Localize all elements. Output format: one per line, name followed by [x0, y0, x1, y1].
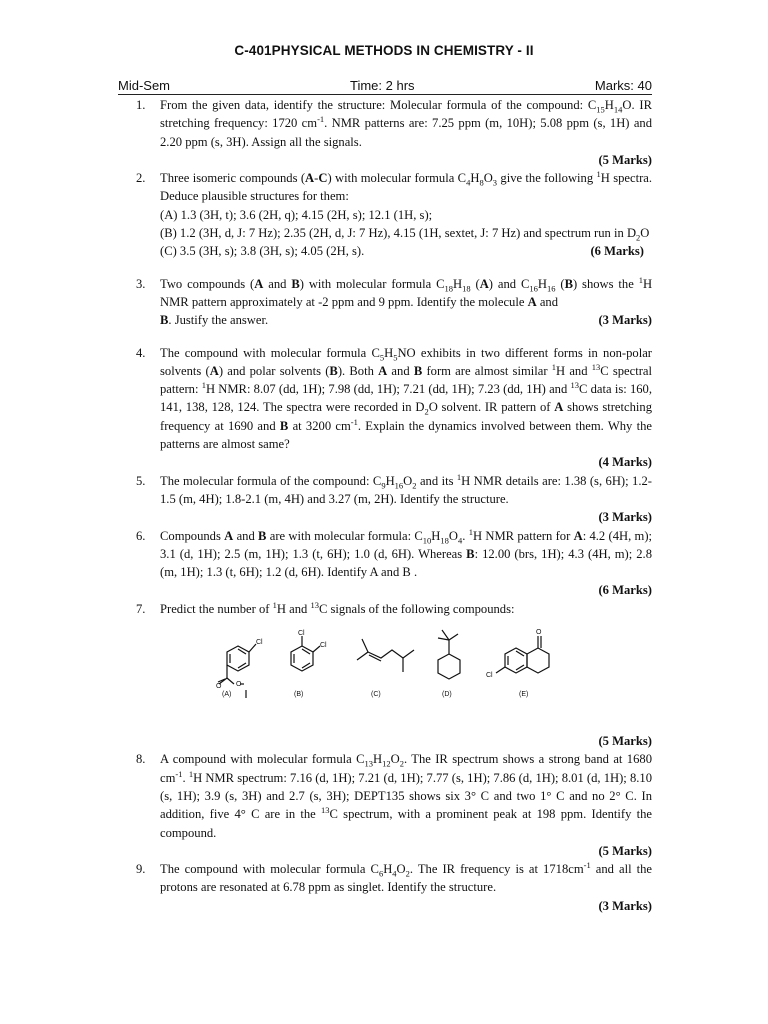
question-number: 8. — [136, 752, 146, 767]
question-number: 3. — [136, 276, 146, 291]
structure-c — [357, 639, 414, 672]
question-text: (B) 1.2 (3H, d, J: 7 Hz); 2.35 (2H, d, J: 7 Hz), 4.15 (1H, sextet, J: 7 Hz) and spectrum run in $D_2O$ — [160, 226, 650, 243]
question-number: 1. — [136, 98, 146, 112]
question-6 — [136, 527, 652, 600]
question-2 — [136, 169, 652, 260]
question-marks: (6 Marks) — [590, 244, 644, 259]
question-marks: (5 Marks) — [598, 734, 652, 749]
question-text: Compounds A and B are with molecular formula: $C_{10}H_{18}O_4$. $^1$H NMR pattern for A: 4.2 (4H, m); 3.1 (d, 1H); 2.5 (m, 1H); 1.3 (t, 6H); 1.0 (d, 6H). Whereas B: 12.00 (brs, 1H); 4.3 (4H, m); 2.8 (m, 1H); 1.3 (t, 6H); 1.2 (d, 6H). Identify A and B . — [160, 526, 653, 580]
page-title: C-401PHYSICAL METHODS IN CHEMISTRY - II — [234, 43, 534, 58]
question-number: 6. — [136, 528, 146, 543]
question-text: B. Justify the answer. — [160, 313, 269, 328]
question-number: 4. — [136, 345, 146, 360]
header-divider — [118, 94, 652, 95]
question-text: The molecular formula of the compound: $C_9H_{16}O_2$ and its $^1$H NMR details are: 1.38 (s, 6H); 1.2-1.5 (m, 4H); 1.8-2.1 (m, 4H) and 3.27 (m, 2H). Identify the structure. — [160, 471, 652, 506]
structure-a — [218, 644, 256, 698]
question-number: 7. — [136, 601, 146, 616]
question-marks: (5 Marks) — [598, 152, 652, 167]
atom-label-cl: Cl — [256, 639, 263, 647]
structure-label: (C) — [371, 691, 381, 699]
chemical-structures-figure — [160, 622, 652, 730]
question-marks: (3 Marks) — [598, 898, 652, 913]
question-text: The compound with molecular formula $C_5H_5NO$ exhibits in two different forms in non-polar solvents (A) and polar solvents (B). Both A and B form are almost similar $^1$H and $^{13}$C spectral pattern: $^1$H NMR: 8.07 (dd, 1H); 7.98 (dd, 1H); 7.21 (dd, 1H); 7.23 (dd, 1H) and $^{13}$C data is: 160, 141, 138, 128, 124. The spectra were recorded in $D_2O$ solvent. IR pattern of A shows stretching frequency at 1690 and B at 3200 $cm^{-1}$. Explain the dynamics involved between them. Why the patterns are almost same? — [160, 345, 653, 452]
question-marks: (3 Marks) — [598, 510, 652, 525]
exam-time: Time: 2 hrs — [350, 78, 415, 93]
atom-label-o: O — [216, 683, 222, 691]
question-marks: (3 Marks) — [598, 313, 652, 328]
structure-label: (A) — [222, 691, 232, 699]
question-9 — [136, 860, 652, 915]
atom-label-o: O — [536, 629, 542, 637]
structure-e — [496, 636, 549, 673]
question-text: A compound with molecular formula $C_{13}H_{12}O_2$. The IR spectrum shows a strong band at 1680 $cm^{-1}$. $^1$H NMR spectrum: 7.16 (d, 1H); 7.21 (d, 1H); 7.77 (s, 1H); 7.86 (d, 1H); 8.01 (d, 1H); 8.10 (s, 1H); 3.9 (s, 3H) and 2.7 (s, 3H); DEPT135 shows six 3° C and two 1° C and no 2° C. In addition, five 4° C are in the $^{13}$C spectrum, with a prominent peak at 198 ppm. Identify the compound. — [160, 752, 653, 840]
question-7 — [136, 600, 652, 751]
question-text: (C) 3.5 (3H, s); 3.8 (3H, s); 4.05 (2H, s). — [160, 244, 365, 259]
question-text: Predict the number of $^1$H and $^{13}$C signals of the following compounds: — [160, 599, 515, 616]
question-marks: (6 Marks) — [598, 583, 652, 598]
atom-label-cl: Cl — [486, 672, 493, 680]
structure-d — [438, 630, 460, 679]
question-number: 2. — [136, 171, 146, 186]
atom-label-o: O — [236, 681, 242, 689]
exam-type: Mid-Sem — [118, 78, 171, 93]
question-number: 9. — [136, 862, 146, 877]
structure-label: (E) — [519, 691, 529, 699]
atom-label-cl: Cl — [298, 630, 305, 638]
question-list — [136, 96, 652, 915]
structure-label: (B) — [294, 691, 304, 699]
question-text: From the given data, identify the structure: Molecular formula of the compound: $C_{15}H_{14}O$. IR stretching frequency: 1720 $cm^{-1}$. NMR patterns are: 7.25 ppm (m, 10H); 5.08 ppm (s, 1H) and 2.20 ppm (s, 3H). Assign all the signals. — [160, 98, 653, 149]
structure-label: (D) — [442, 691, 452, 699]
question-text: Three isomeric compounds (A-C) with molecular formula $C_4H_8O_3$ give the following $^1$H spectra. Deduce plausible structures for them: — [160, 169, 653, 204]
question-marks: (5 Marks) — [598, 843, 652, 858]
structure-b — [291, 636, 320, 671]
question-marks: (4 Marks) — [598, 455, 652, 470]
question-8 — [136, 750, 652, 860]
question-text: Two compounds (A and B) with molecular formula $C_{18}H_{18}$ (A) and $C_{16}H_{16}$ (B) shows the $^1$H NMR pattern approximately at -2 ppm and 9 ppm. Identify the molecule A and — [160, 274, 653, 309]
question-1 — [136, 96, 652, 169]
question-number: 5. — [136, 473, 146, 488]
question-3 — [136, 275, 652, 330]
exam-marks: Marks: 40 — [594, 78, 652, 93]
atom-label-cl: Cl — [320, 642, 327, 650]
question-text: (A) 1.3 (3H, t); 3.6 (2H, q); 4.15 (2H, s); 12.1 (1H, s); — [160, 207, 433, 222]
structures-drawing — [216, 624, 576, 724]
question-text: The compound with molecular formula $C_6H_4O_2$. The IR frequency is at $1718cm^{-1}$ and all the protons are resonated at 6.78 ppm as singlet. Identify the structure. — [160, 859, 653, 895]
question-5 — [136, 472, 652, 527]
question-4 — [136, 344, 652, 472]
